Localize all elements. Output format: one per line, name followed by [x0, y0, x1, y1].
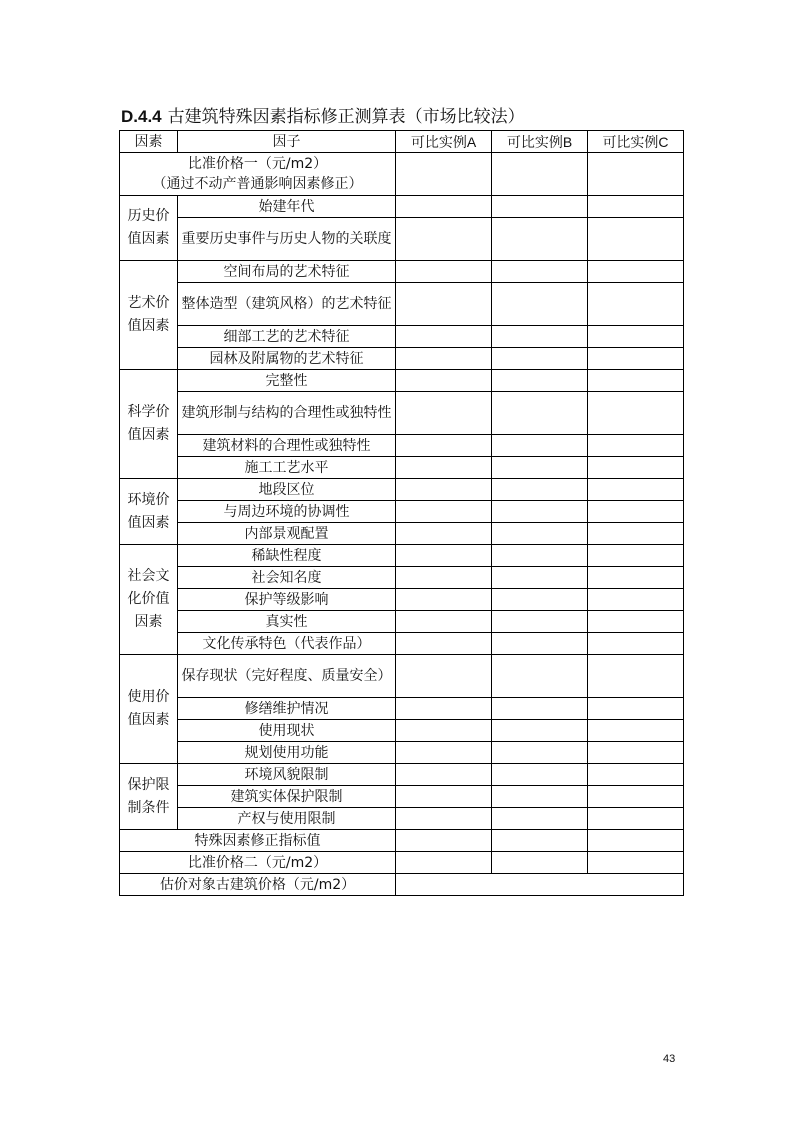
value-cell-a[interactable]: [396, 457, 492, 479]
value-cell-c[interactable]: [588, 567, 684, 589]
value-cell-b[interactable]: [492, 283, 588, 326]
factor-row: [120, 742, 684, 764]
value-cell-b[interactable]: [492, 589, 588, 611]
value-cell-c[interactable]: [588, 283, 684, 326]
value-cell-c[interactable]: [588, 479, 684, 501]
summary-label: 特殊因素修正指标值: [120, 830, 396, 852]
value-cell-b[interactable]: [492, 655, 588, 698]
value-cell-b[interactable]: [492, 196, 588, 218]
value-cell-b[interactable]: [492, 218, 588, 261]
value-cell-c[interactable]: [588, 261, 684, 283]
value-cell-a[interactable]: [396, 567, 492, 589]
value-cell-b[interactable]: [492, 633, 588, 655]
summary-row: [120, 830, 684, 852]
value-cell-a[interactable]: [396, 698, 492, 720]
value-cell-a[interactable]: [396, 764, 492, 786]
factor-group-cell: 科学价 值因素: [120, 370, 178, 479]
value-cell-c[interactable]: [588, 457, 684, 479]
base-price-1-label: [120, 153, 396, 196]
factor-cell: 空间布局的艺术特征: [178, 261, 396, 283]
factor-cell: 真实性: [178, 611, 396, 633]
factor-row: [120, 196, 684, 218]
value-cell-c[interactable]: [588, 153, 684, 196]
page-title: [121, 102, 525, 127]
factor-row: [120, 261, 684, 283]
factor-cell: 规划使用功能: [178, 742, 396, 764]
factor-row: [120, 326, 684, 348]
final-price-value[interactable]: [396, 874, 684, 896]
factor-cell: 地段区位: [178, 479, 396, 501]
value-cell-b[interactable]: [492, 830, 588, 852]
value-cell-a[interactable]: [396, 830, 492, 852]
factor-cell: 使用现状: [178, 720, 396, 742]
value-cell-a[interactable]: [396, 392, 492, 435]
title-text: 古建筑特殊因素指标修正测算表（市场比较法）: [167, 107, 525, 127]
value-cell-c[interactable]: [588, 523, 684, 545]
value-cell-a[interactable]: [396, 633, 492, 655]
value-cell-a[interactable]: [396, 720, 492, 742]
value-cell-a[interactable]: [396, 261, 492, 283]
value-cell-a[interactable]: [396, 589, 492, 611]
factor-cell: 产权与使用限制: [178, 808, 396, 830]
factor-row: [120, 348, 684, 370]
factor-cell: 与周边环境的协调性: [178, 501, 396, 523]
value-cell-b[interactable]: [492, 523, 588, 545]
page-number: 43: [663, 1053, 676, 1065]
value-cell-c[interactable]: [588, 852, 684, 874]
value-cell-c[interactable]: [588, 348, 684, 370]
header-factor-group: 因素: [120, 131, 178, 153]
factor-cell: 建筑形制与结构的合理性或独特性: [178, 392, 396, 435]
factor-cell: 细部工艺的艺术特征: [178, 326, 396, 348]
value-cell-c[interactable]: [588, 435, 684, 457]
factor-row: [120, 698, 684, 720]
value-cell-a[interactable]: [396, 742, 492, 764]
factor-group-cell: 环境价 值因素: [120, 479, 178, 545]
section-number: D.4.4: [121, 107, 162, 126]
value-cell-a[interactable]: [396, 523, 492, 545]
factor-cell: 社会知名度: [178, 567, 396, 589]
factor-cell: 建筑材料的合理性或独特性: [178, 435, 396, 457]
factor-cell: 环境风貌限制: [178, 764, 396, 786]
factor-row: [120, 808, 684, 830]
value-cell-c[interactable]: [588, 392, 684, 435]
factor-cell: 文化传承特色（代表作品）: [178, 633, 396, 655]
final-price-row: [120, 874, 684, 896]
header-case-a: 可比实例A: [396, 131, 492, 153]
factor-row: [120, 283, 684, 326]
factor-row: [120, 764, 684, 786]
factor-row: [120, 457, 684, 479]
value-cell-b[interactable]: [492, 479, 588, 501]
value-cell-c[interactable]: [588, 655, 684, 698]
value-cell-b[interactable]: [492, 852, 588, 874]
value-cell-a[interactable]: [396, 852, 492, 874]
factor-cell: 修缮维护情况: [178, 698, 396, 720]
value-cell-b[interactable]: [492, 392, 588, 435]
value-cell-c[interactable]: [588, 501, 684, 523]
summary-label: 比准价格二（元/m2）: [120, 852, 396, 874]
factor-row: [120, 545, 684, 567]
value-cell-c[interactable]: [588, 808, 684, 830]
value-cell-a[interactable]: [396, 808, 492, 830]
summary-row: [120, 852, 684, 874]
value-cell-b[interactable]: [492, 720, 588, 742]
value-cell-b[interactable]: [492, 326, 588, 348]
factor-row: [120, 501, 684, 523]
correction-table: [119, 130, 684, 896]
value-cell-c[interactable]: [588, 698, 684, 720]
value-cell-c[interactable]: [588, 326, 684, 348]
value-cell-a[interactable]: [396, 611, 492, 633]
base-price-1-line1: 比准价格一（元/m2）: [187, 156, 328, 172]
value-cell-a[interactable]: [396, 326, 492, 348]
value-cell-b[interactable]: [492, 370, 588, 392]
factor-row: [120, 523, 684, 545]
value-cell-a[interactable]: [396, 435, 492, 457]
value-cell-b[interactable]: [492, 348, 588, 370]
factor-cell: 完整性: [178, 370, 396, 392]
value-cell-a[interactable]: [396, 153, 492, 196]
factor-row: [120, 435, 684, 457]
factor-row: [120, 633, 684, 655]
value-cell-b[interactable]: [492, 808, 588, 830]
factor-cell: 整体造型（建筑风格）的艺术特征: [178, 283, 396, 326]
value-cell-b[interactable]: [492, 501, 588, 523]
value-cell-c[interactable]: [588, 830, 684, 852]
value-cell-c[interactable]: [588, 720, 684, 742]
factor-cell: 始建年代: [178, 196, 396, 218]
value-cell-c[interactable]: [588, 786, 684, 808]
value-cell-a[interactable]: [396, 196, 492, 218]
factor-group-cell: 保护限 制条件: [120, 764, 178, 830]
factor-row: [120, 370, 684, 392]
factor-cell: 建筑实体保护限制: [178, 786, 396, 808]
value-cell-b[interactable]: [492, 764, 588, 786]
factor-cell: 内部景观配置: [178, 523, 396, 545]
factor-cell: 重要历史事件与历史人物的关联度: [178, 218, 396, 261]
value-cell-a[interactable]: [396, 283, 492, 326]
factor-group-cell: 历史价 值因素: [120, 196, 178, 261]
value-cell-b[interactable]: [492, 545, 588, 567]
value-cell-b[interactable]: [492, 742, 588, 764]
base-price-1-row: [120, 153, 684, 196]
value-cell-a[interactable]: [396, 479, 492, 501]
factor-cell: 保存现状（完好程度、质量安全）: [178, 655, 396, 698]
value-cell-b[interactable]: [492, 153, 588, 196]
factor-row: [120, 720, 684, 742]
value-cell-a[interactable]: [396, 786, 492, 808]
value-cell-b[interactable]: [492, 261, 588, 283]
header-case-c: 可比实例C: [588, 131, 684, 153]
value-cell-a[interactable]: [396, 348, 492, 370]
value-cell-c[interactable]: [588, 589, 684, 611]
factor-row: [120, 655, 684, 698]
value-cell-b[interactable]: [492, 457, 588, 479]
factor-cell: 园林及附属物的艺术特征: [178, 348, 396, 370]
value-cell-b[interactable]: [492, 567, 588, 589]
factor-cell: 施工工艺水平: [178, 457, 396, 479]
value-cell-b[interactable]: [492, 698, 588, 720]
header-factor: 因子: [178, 131, 396, 153]
value-cell-c[interactable]: [588, 370, 684, 392]
factor-row: [120, 589, 684, 611]
value-cell-c[interactable]: [588, 218, 684, 261]
value-cell-a[interactable]: [396, 370, 492, 392]
value-cell-a[interactable]: [396, 545, 492, 567]
factor-cell: 稀缺性程度: [178, 545, 396, 567]
factor-row: [120, 218, 684, 261]
factor-group-cell: 使用价 值因素: [120, 655, 178, 764]
value-cell-a[interactable]: [396, 501, 492, 523]
factor-row: [120, 786, 684, 808]
factor-row: [120, 611, 684, 633]
base-price-1-line2: （通过不动产普通影响因素修正）: [152, 176, 363, 192]
value-cell-b[interactable]: [492, 611, 588, 633]
value-cell-a[interactable]: [396, 218, 492, 261]
value-cell-c[interactable]: [588, 611, 684, 633]
value-cell-c[interactable]: [588, 545, 684, 567]
value-cell-c[interactable]: [588, 764, 684, 786]
factor-row: [120, 392, 684, 435]
header-case-b: 可比实例B: [492, 131, 588, 153]
value-cell-b[interactable]: [492, 786, 588, 808]
header-row: [120, 131, 684, 153]
value-cell-c[interactable]: [588, 196, 684, 218]
value-cell-a[interactable]: [396, 655, 492, 698]
factor-group-cell: 社会文 化价值 因素: [120, 545, 178, 655]
value-cell-b[interactable]: [492, 435, 588, 457]
value-cell-c[interactable]: [588, 633, 684, 655]
final-price-label: 估价对象古建筑价格（元/m2）: [120, 874, 396, 896]
factor-row: [120, 479, 684, 501]
value-cell-c[interactable]: [588, 742, 684, 764]
factor-row: [120, 567, 684, 589]
factor-cell: 保护等级影响: [178, 589, 396, 611]
factor-group-cell: 艺术价 值因素: [120, 261, 178, 370]
